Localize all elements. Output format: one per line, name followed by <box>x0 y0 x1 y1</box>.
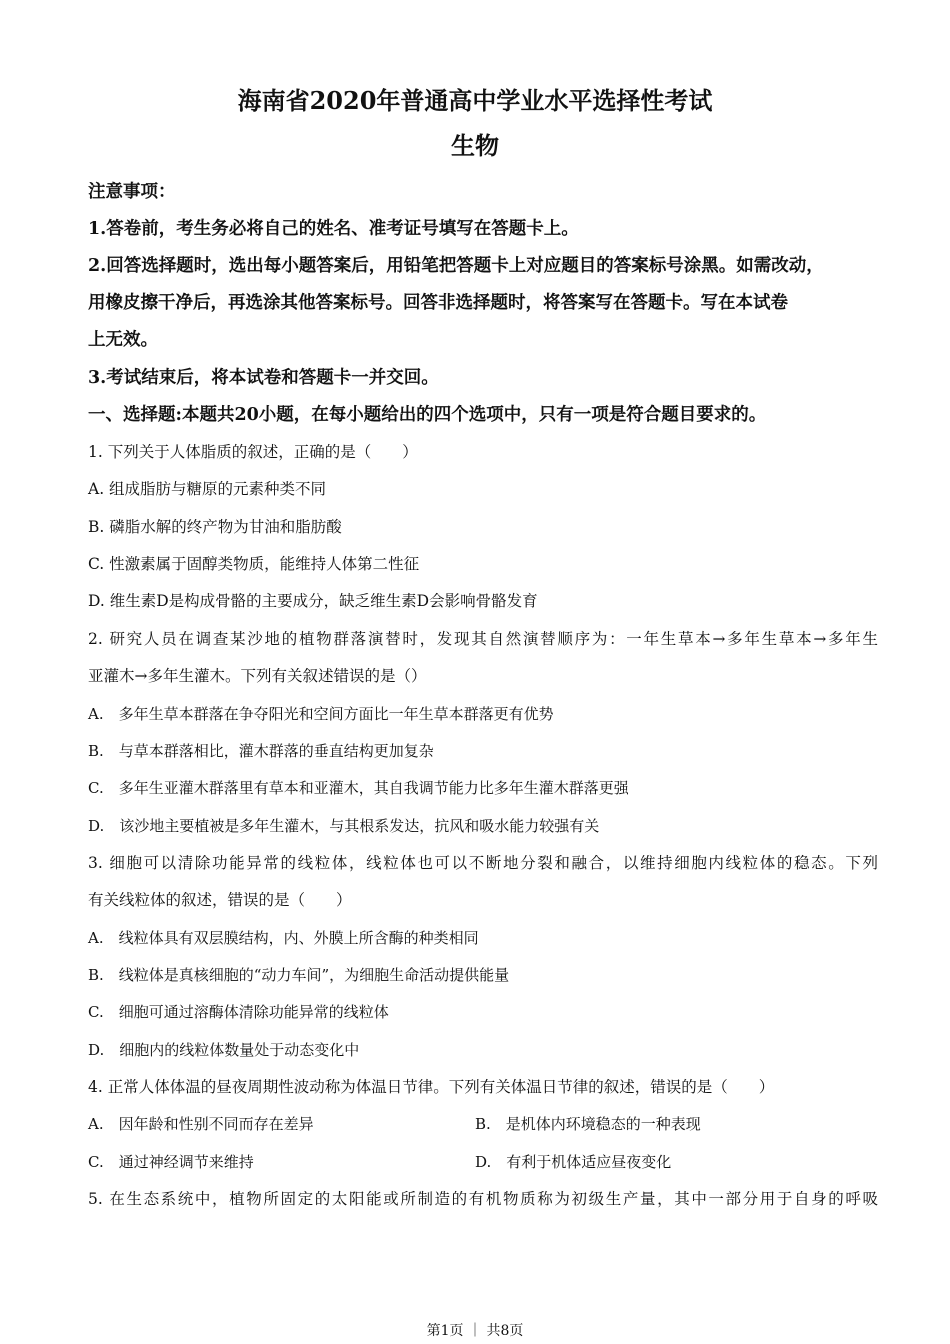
section-heading: 一、选择题:本题共20小题，在每小题给出的四个选项中，只有一项是符合题目要求的。 <box>88 405 767 425</box>
q3-stem-line-1: 3. 细胞可以清除功能异常的线粒体，线粒体也可以不断地分裂和融合，以维持细胞内线粒体的稳态。下列 <box>88 854 878 872</box>
notice-item-1: 1.答卷前，考生务必将自己的姓名、准考证号填写在答题卡上。 <box>88 219 579 239</box>
q3-option-a: A. 线粒体具有双层膜结构，内、外膜上所含酶的种类相同 <box>88 929 479 947</box>
page-number: 第1页 ｜ 共8页 <box>426 1323 524 1339</box>
q1-option-a: A. 组成脂肪与糖原的元素种类不同 <box>88 480 327 498</box>
q4-option-b: B. 是机体内环境稳态的一种表现 <box>475 1115 701 1133</box>
notice-heading: 注意事项： <box>88 182 176 202</box>
notice-item-2-line-2: 用橡皮擦干净后，再选涂其他答案标号。回答非选择题时，将答案写在答题卡。写在本试卷 <box>88 293 788 313</box>
q2-option-d: D. 该沙地主要植被是多年生灌木，与其根系发达，抗风和吸水能力较强有关 <box>88 817 600 835</box>
q1-option-b: B. 磷脂水解的终产物为甘油和脂肪酸 <box>88 518 342 536</box>
q2-stem-line-2: 亚灌木→多年生灌木。下列有关叙述错误的是（） <box>88 667 427 685</box>
subject-title: 生物 <box>451 131 499 160</box>
q4-option-d: D. 有利于机体适应昼夜变化 <box>475 1153 672 1171</box>
notice-item-2-line-1: 2.回答选择题时，选出每小题答案后，用铅笔把答题卡上对应题目的答案标号涂黑。如需改动， <box>88 256 824 276</box>
q1-stem: 1. 下列关于人体脂质的叙述，正确的是（ ） <box>88 443 418 461</box>
q3-option-b: B. 线粒体是真核细胞的“动力车间”，为细胞生命活动提供能量 <box>88 966 510 984</box>
q2-option-c: C. 多年生亚灌木群落里有草本和亚灌木，其自我调节能力比多年生灌木群落更强 <box>88 779 629 797</box>
exam-title: 海南省2020年普通高中学业水平选择性考试 <box>237 86 713 115</box>
notice-item-2-line-3: 上无效。 <box>88 330 158 350</box>
q4-option-a: A. 因年龄和性别不同而存在差异 <box>88 1115 314 1133</box>
q4-stem: 4. 正常人体体温的昼夜周期性波动称为体温日节律。下列有关体温日节律的叙述，错误的是（ ） <box>88 1078 775 1096</box>
notice-item-3: 3.考试结束后，将本试卷和答题卡一并交回。 <box>88 368 439 388</box>
q1-option-d: D. 维生素D是构成骨骼的主要成分，缺乏维生素D会影响骨骼发育 <box>88 592 538 610</box>
q1-option-c: C. 性激素属于固醇类物质，能维持人体第二性征 <box>88 555 420 573</box>
q2-option-b: B. 与草本群落相比，灌木群落的垂直结构更加复杂 <box>88 742 434 760</box>
q3-stem-line-2: 有关线粒体的叙述，错误的是（ ） <box>88 891 352 909</box>
q4-option-c: C. 通过神经调节来维持 <box>88 1153 254 1171</box>
q3-option-c: C. 细胞可通过溶酶体清除功能异常的线粒体 <box>88 1003 389 1021</box>
q2-option-a: A. 多年生草本群落在争夺阳光和空间方面比一年生草本群落更有优势 <box>88 705 554 723</box>
q5-stem-line-1: 5. 在生态系统中，植物所固定的太阳能或所制造的有机物质称为初级生产量，其中一部分用于自身的呼吸 <box>88 1190 878 1208</box>
q2-stem-line-1: 2. 研究人员在调查某沙地的植物群落演替时，发现其自然演替顺序为：一年生草本→多年生草本→多年生 <box>88 630 878 648</box>
q3-option-d: D. 细胞内的线粒体数量处于动态变化中 <box>88 1041 360 1059</box>
